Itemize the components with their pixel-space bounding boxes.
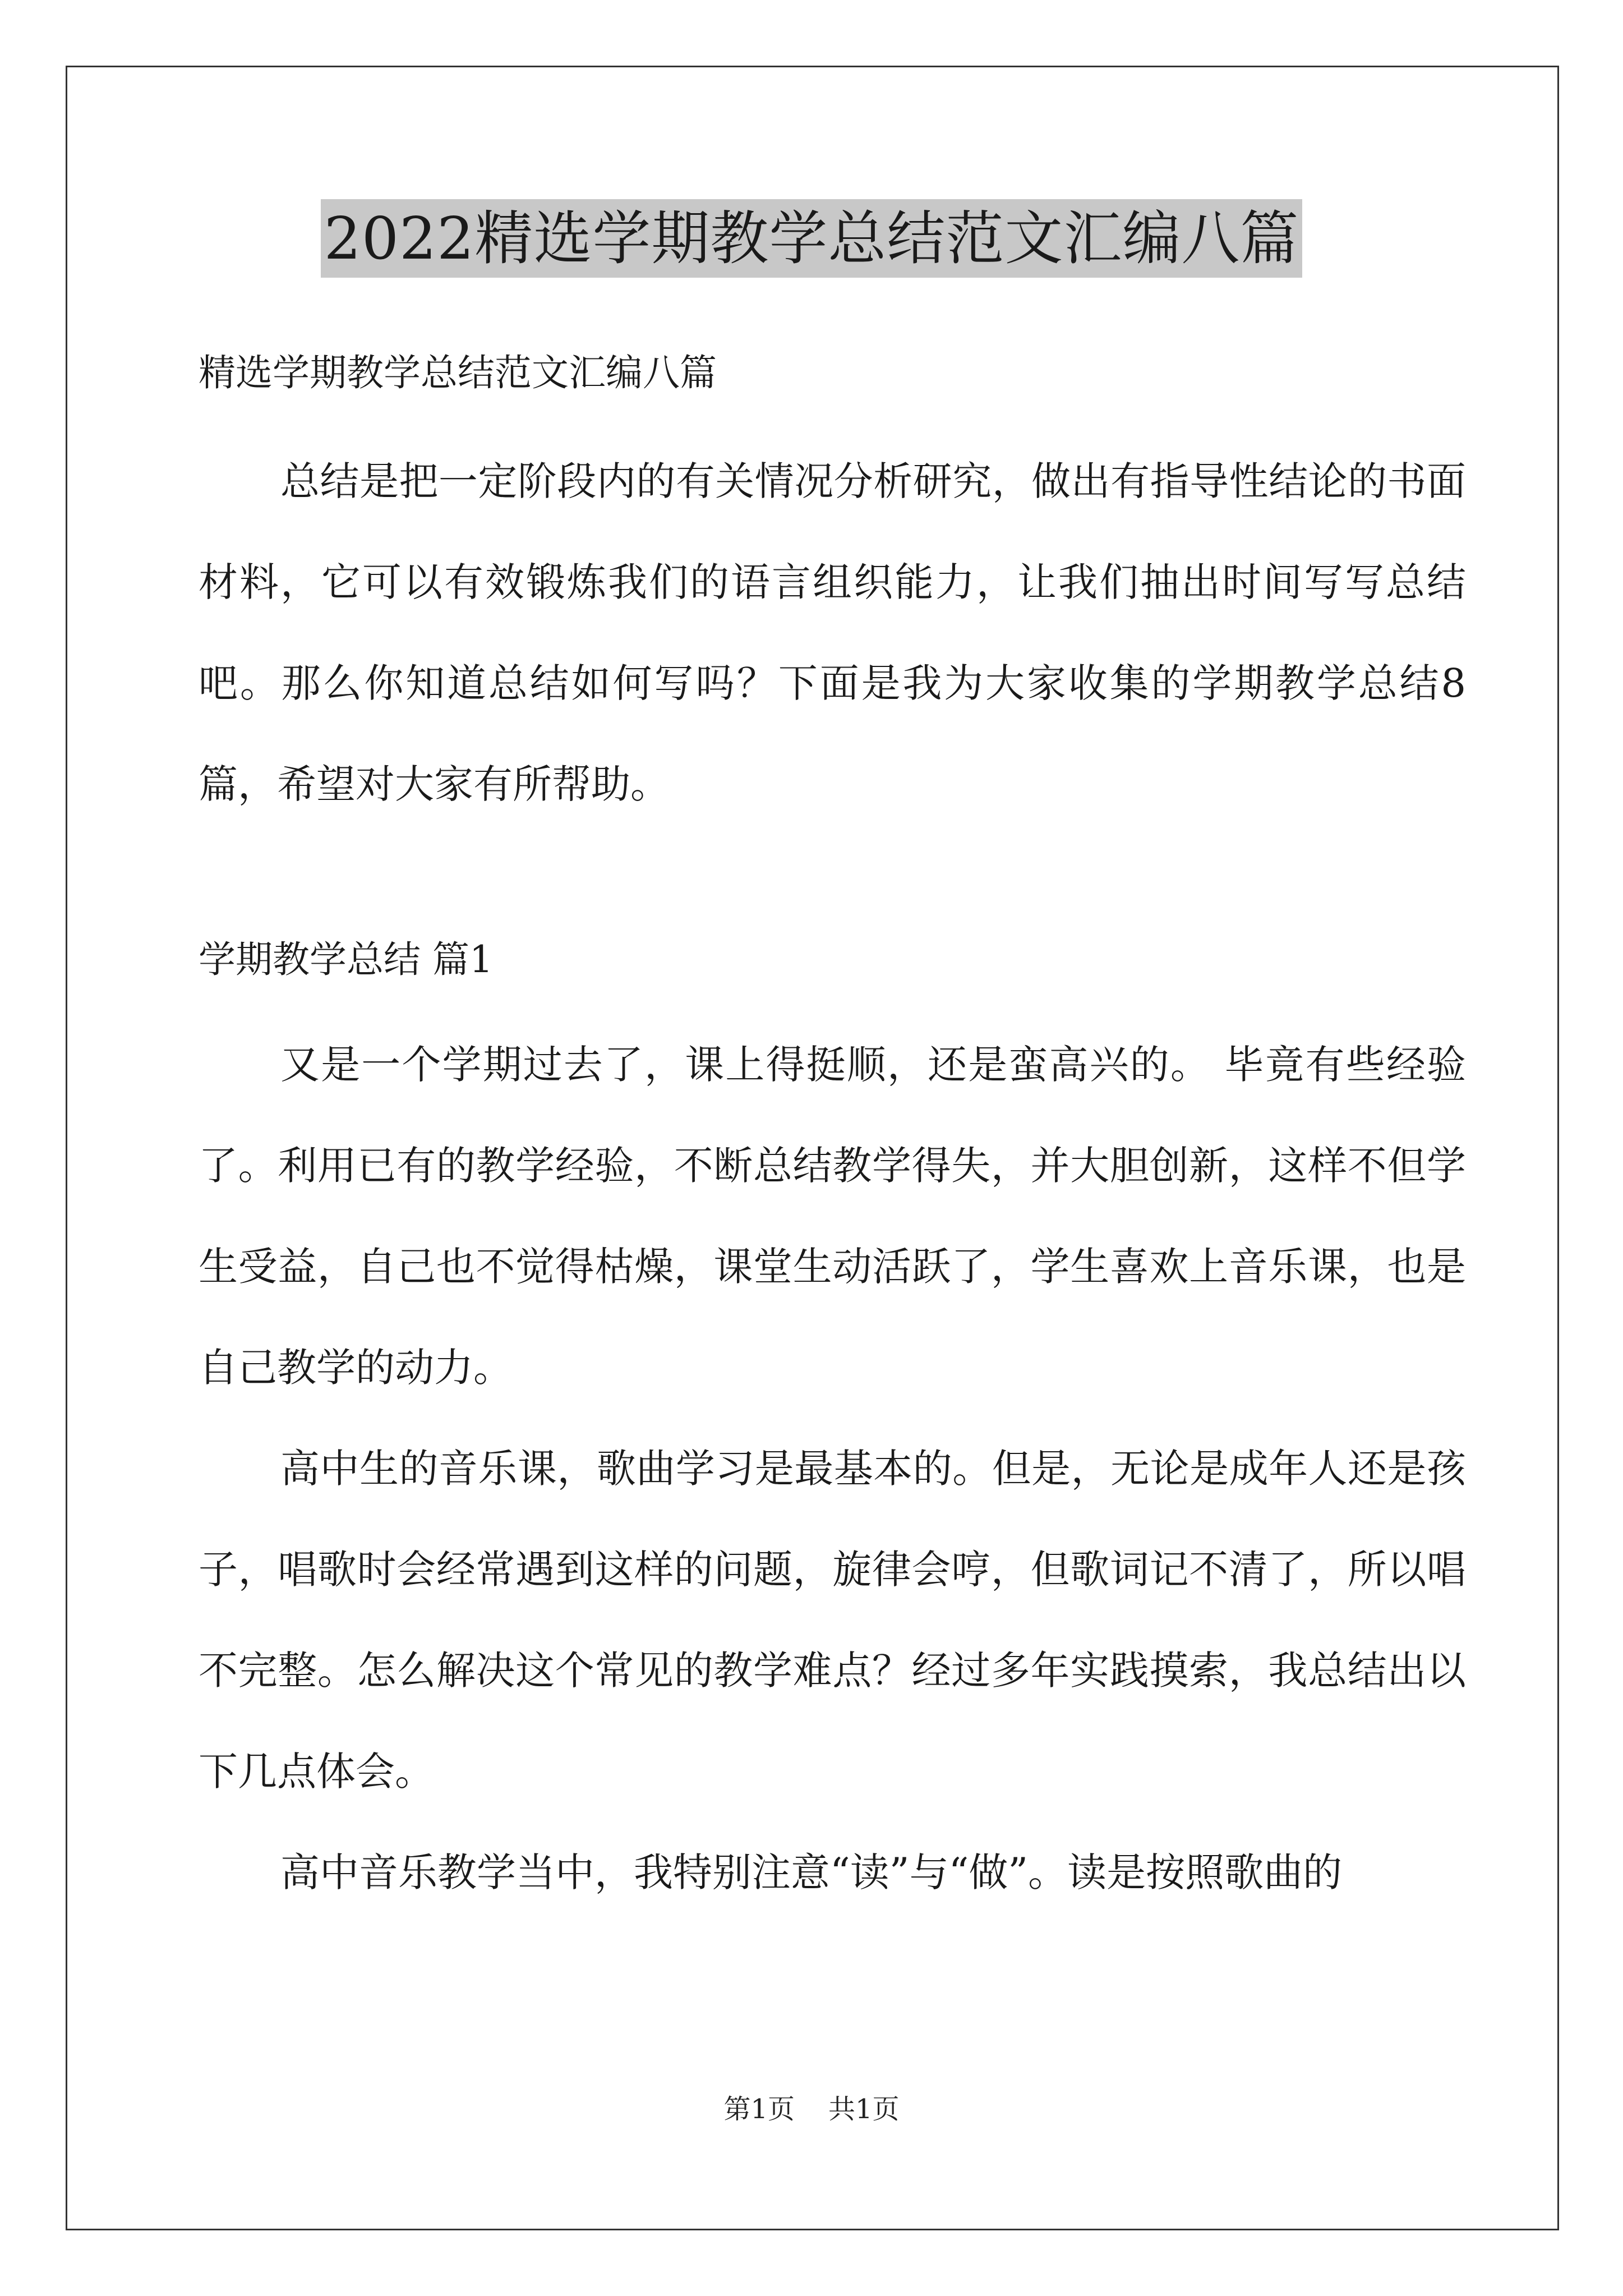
title-container [0,199,1623,278]
body-paragraph: 又是一个学期过去了，课上得挺顺，还是蛮高兴的。 毕竟有些经验了。利用已有的教学经验，不断总结教学得失，并大胆创新，这样不但学生受益，自己也不觉得枯燥，课堂生动活跃了，学生喜欢上音乐课，也是自己教学的动力。 [199,1042,1466,1391]
body-paragraph: 高中生的音乐课，歌曲学习是最基本的。但是，无论是成年人还是孩子，唱歌时会经常遇到这样的问题，旋律会哼，但歌词记不清了，所以唱不完整。怎么解决这个常见的教学难点？经过多年实践摸索，我总结出以下几点体会。 [199,1446,1466,1795]
body-paragraph: 高中音乐教学当中，我特别注意“读”与“做”。读是按照歌曲的 [280,1849,1343,1895]
document-body [199,342,1466,1923]
page-footer [0,2092,1623,2126]
page-total: 共1页 [828,2093,900,2125]
page-number: 第1页 [723,2093,795,2125]
document-subtitle: 精选学期教学总结范文汇编八篇 [199,351,717,394]
intro-paragraph: 总结是把一定阶段内的有关情况分析研究，做出有指导性结论的书面材料，它可以有效锻炼我们的语言组织能力，让我们抽出时间写写总结吧。那么你知道总结如何写吗？下面是我为大家收集的学期教学总结8篇，希望对大家有所帮助。 [199,458,1466,807]
document-title: 2022精选学期教学总结范文汇编八篇 [321,199,1303,278]
section-heading: 学期教学总结 篇1 [199,938,493,981]
